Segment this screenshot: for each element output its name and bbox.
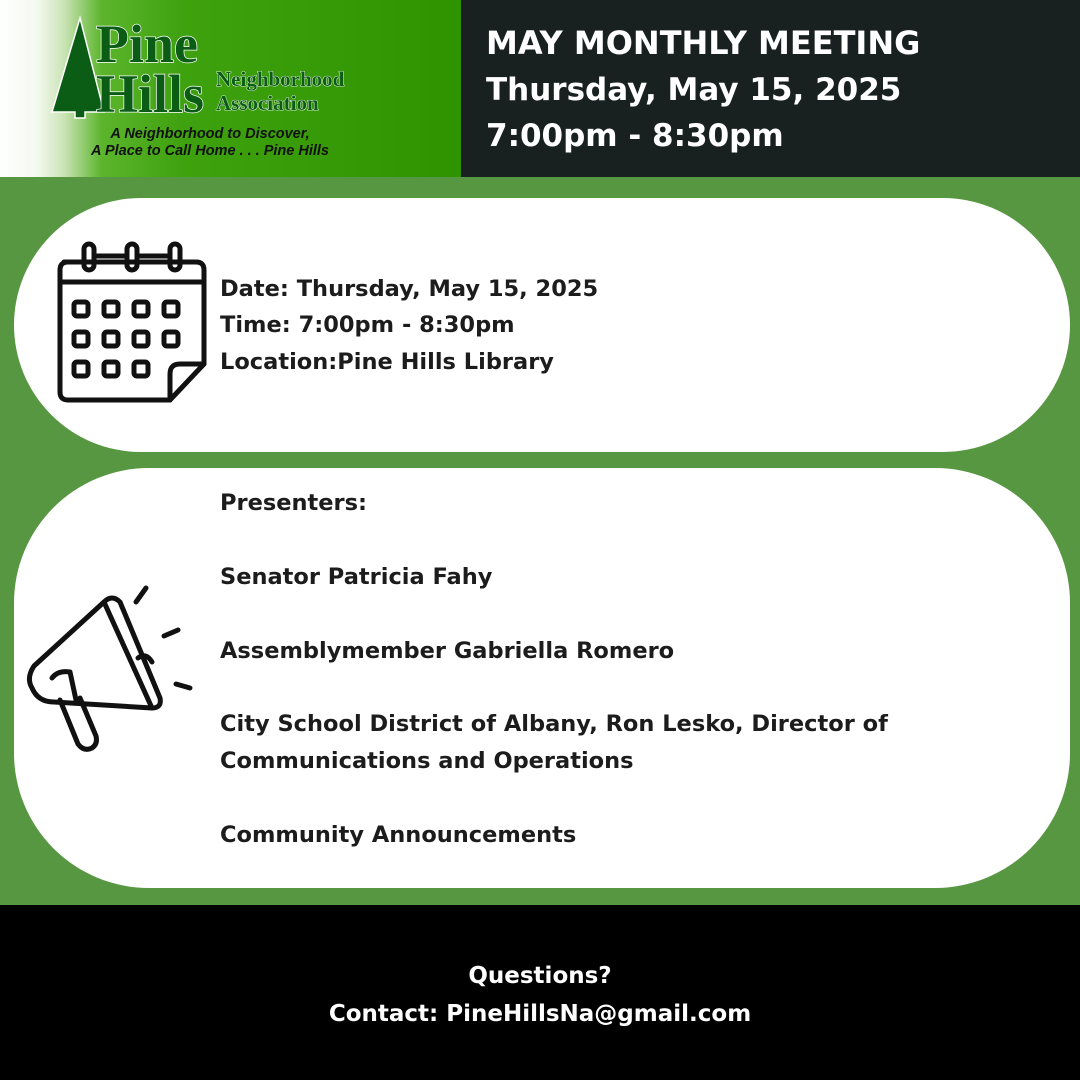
calendar-icon — [50, 236, 210, 412]
presenters-heading: Presenters: — [220, 490, 368, 516]
logo-tagline-2: A Place to Call Home . . . Pine Hills — [91, 143, 329, 159]
header — [0, 0, 1080, 177]
logo-word-neighborhood: Neighborhood — [216, 67, 345, 91]
logo-tagline-1: A Neighborhood to Discover, — [110, 126, 310, 142]
presenter-item: City School District of Albany, Ron Lesko, Director of — [220, 711, 888, 737]
logo-word-pine: Pine — [96, 14, 198, 74]
megaphone-icon — [20, 580, 200, 760]
contact-email: Contact: PineHillsNa@gmail.com — [328, 1001, 752, 1027]
meeting-title: MAY MONTHLY MEETING — [486, 24, 921, 62]
logo — [0, 0, 461, 177]
title-panel — [461, 0, 1080, 177]
presenter-item: Assemblymember Gabriella Romero — [220, 638, 675, 664]
meeting-time: 7:00pm - 8:30pm — [486, 118, 784, 154]
detail-time: Time: 7:00pm - 8:30pm — [220, 312, 515, 338]
detail-date: Date: Thursday, May 15, 2025 — [220, 276, 599, 302]
presenter-item: Community Announcements — [220, 822, 577, 848]
presenter-item: Communications and Operations — [220, 748, 634, 774]
presenter-item: Senator Patricia Fahy — [220, 564, 493, 590]
logo-word-association: Association — [216, 91, 319, 115]
footer — [0, 905, 1080, 1080]
meeting-date: Thursday, May 15, 2025 — [486, 72, 902, 108]
detail-location: Location:Pine Hills Library — [220, 349, 554, 375]
questions-label: Questions? — [468, 963, 612, 989]
logo-word-hills: Hills — [96, 64, 205, 124]
